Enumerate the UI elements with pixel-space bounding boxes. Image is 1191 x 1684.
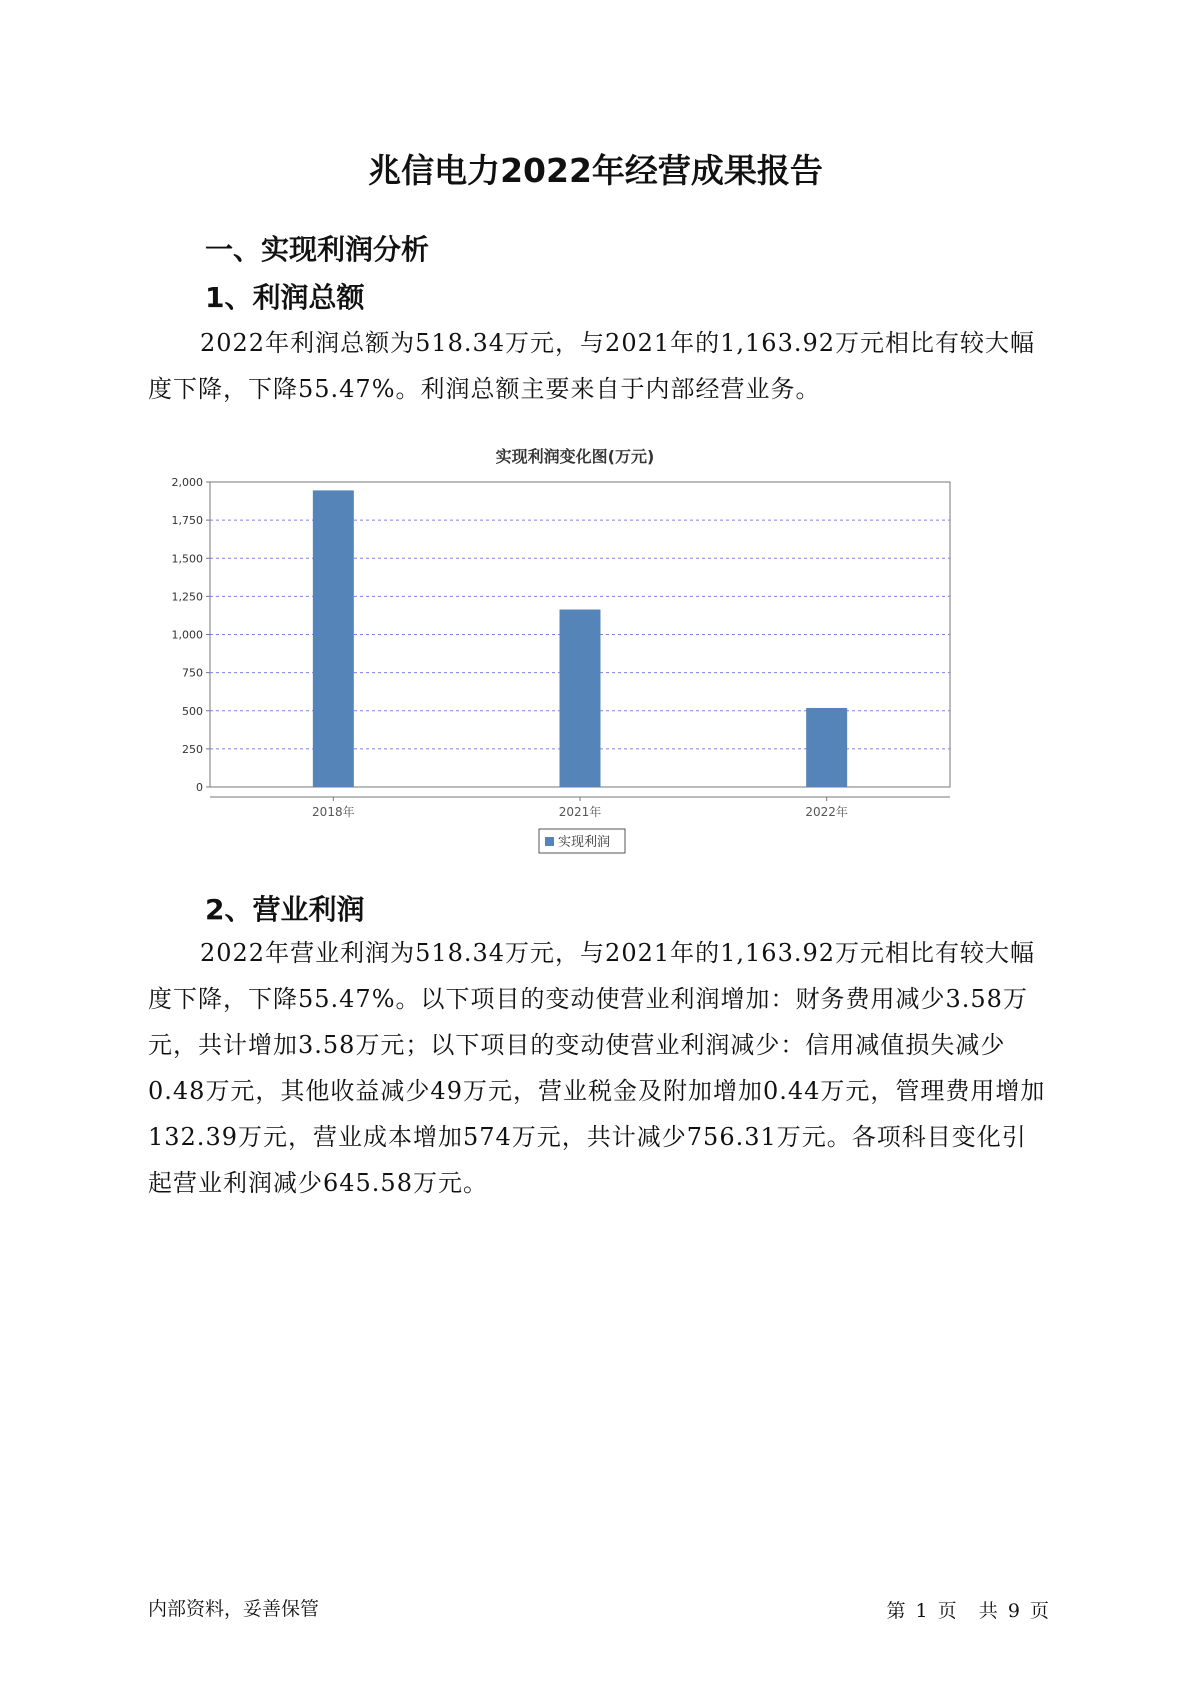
subsection-heading-total-profit: 1、利润总额	[205, 281, 365, 314]
y-tick-label: 750	[182, 666, 203, 680]
x-tick-label: 2018年	[312, 805, 355, 819]
total-word: 页	[1029, 1600, 1049, 1622]
legend-swatch	[545, 837, 554, 846]
y-tick-label: 2,000	[171, 476, 203, 489]
y-tick-label: 1,250	[171, 590, 203, 604]
page-word: 页	[937, 1600, 957, 1622]
y-tick-label: 500	[182, 704, 203, 718]
chart-title: 实现利润变化图(万元)	[495, 447, 655, 466]
bar-3	[806, 708, 847, 787]
subsection-heading-operating-profit: 2、营业利润	[205, 893, 365, 926]
total-pages: 9	[1007, 1600, 1020, 1622]
y-tick-label: 0	[196, 781, 203, 794]
footer-confidential-note: 内部资料，妥善保管	[148, 1598, 320, 1620]
total-prefix: 共	[978, 1600, 998, 1622]
footer-page-indicator	[884, 1596, 1051, 1623]
x-tick-label: 2022年	[805, 805, 848, 819]
y-tick-label: 1,000	[171, 628, 203, 642]
x-tick-label: 2021年	[558, 805, 602, 819]
y-tick-label: 1,500	[171, 552, 203, 566]
page-title: 兆信电力2022年经营成果报告	[368, 151, 823, 190]
legend-label: 实现利润	[558, 835, 611, 850]
profit-bar-chart	[160, 447, 960, 870]
bar-1	[313, 490, 354, 787]
operating-profit-paragraph: 2022年营业利润为518.34万元，与2021年的1,163.92万元相比有较大幅度下降，下降55.47%。以下项目的变动使营业利润增加：财务费用减少3.58万元，共计增加3.58万元；以下项目的变动使营业利润减少：信用减值损失减少0.48万元，其他收益减少49万元，营业税金及附加增加0.44万元，管理费用增加132.39万元，营业成本增加574万元，共计减少756.31万元。各项科目变化引起营业利润减少645.58万元。	[148, 939, 1046, 1197]
page-prefix: 第	[886, 1600, 906, 1622]
page-number: 1	[915, 1600, 928, 1622]
total-profit-paragraph: 2022年利润总额为518.34万元，与2021年的1,163.92万元相比有较大幅度下降，下降55.47%。利润总额主要来自于内部经营业务。	[148, 329, 1036, 403]
y-tick-label: 1,750	[171, 514, 203, 528]
y-tick-label: 250	[182, 742, 203, 756]
bar-2	[560, 610, 601, 787]
section-heading-profit-analysis: 一、实现利润分析	[205, 233, 430, 266]
